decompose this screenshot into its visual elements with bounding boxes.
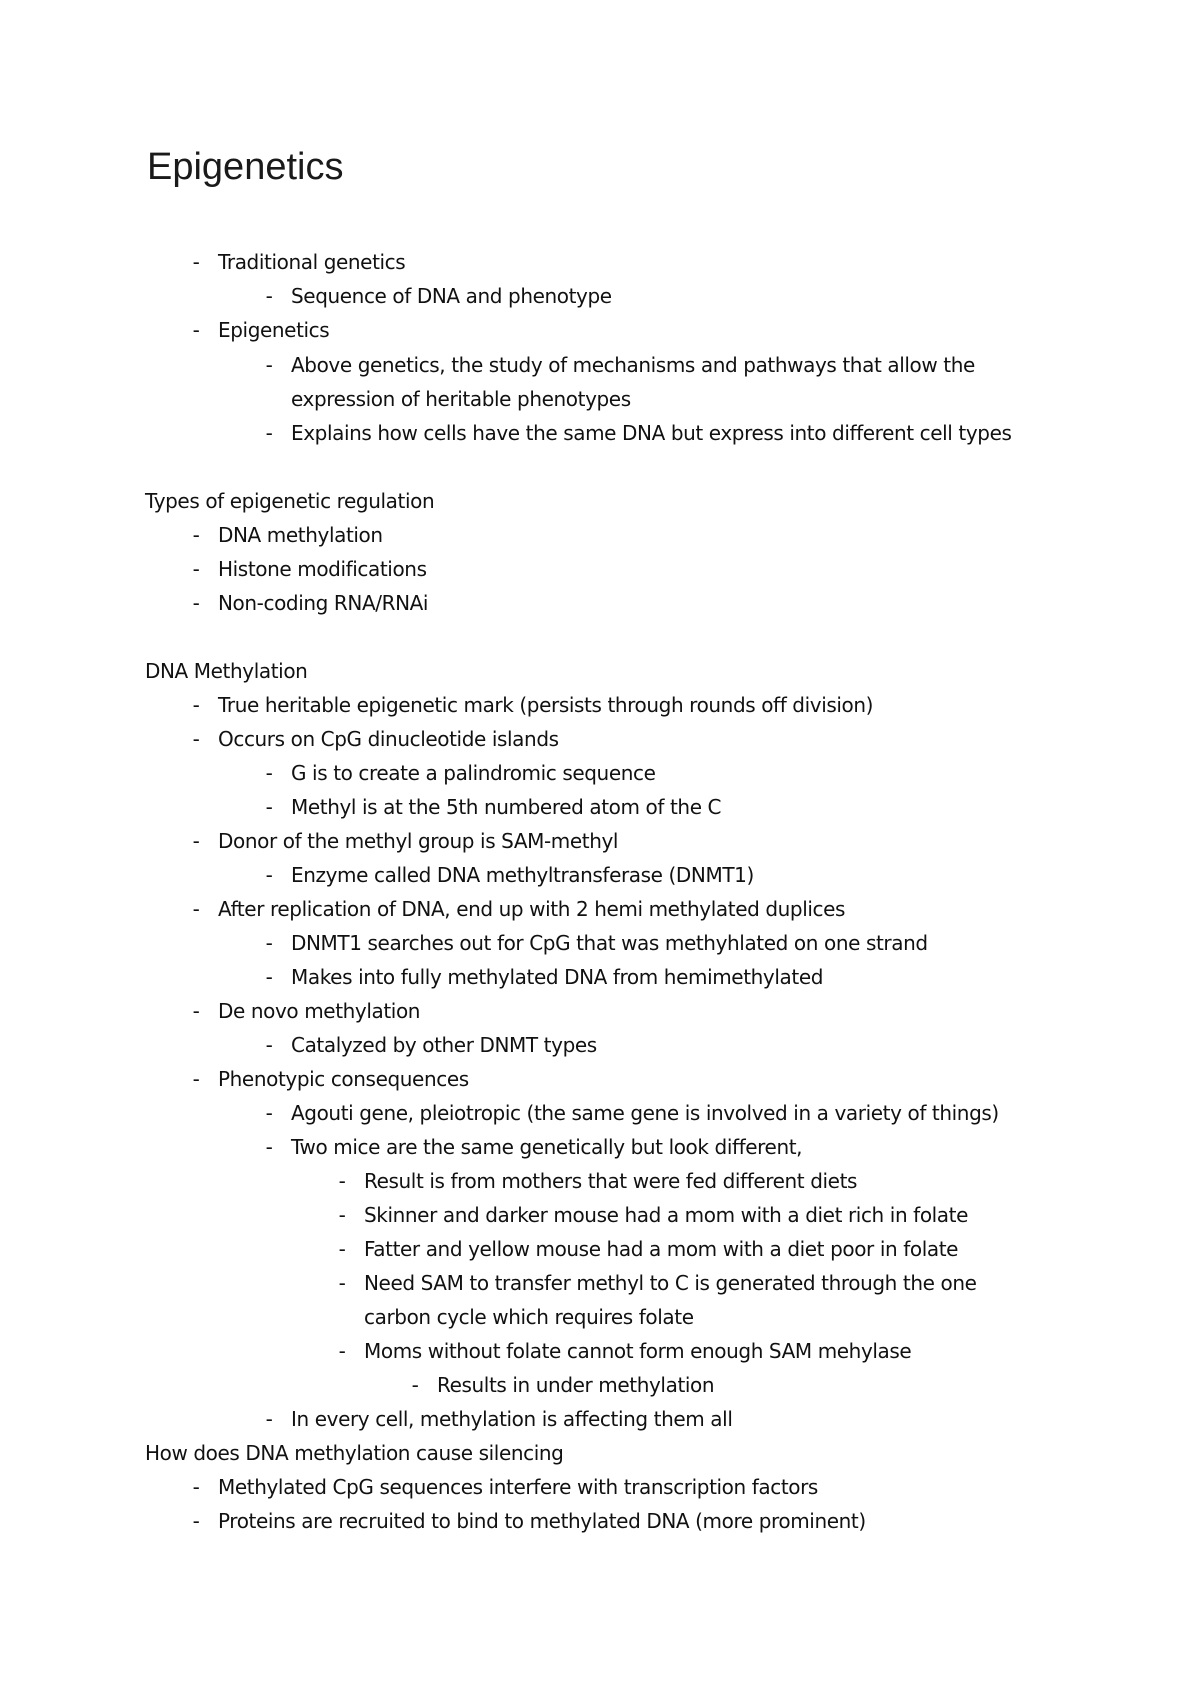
- bullet: -: [192, 693, 200, 717]
- bullet: -: [265, 965, 273, 989]
- bullet: -: [192, 591, 200, 615]
- bullet: -: [265, 931, 273, 955]
- bullet: -: [265, 795, 273, 819]
- section-heading-silencing: How does DNA methylation cause silencing: [145, 1441, 564, 1465]
- bullet: -: [265, 863, 273, 887]
- bullet: -: [192, 1509, 200, 1533]
- bullet: -: [192, 250, 200, 274]
- list-item-continuation: expression of heritable phenotypes: [291, 387, 631, 411]
- bullet: -: [192, 318, 200, 342]
- bullet: -: [338, 1203, 346, 1227]
- bullet: -: [265, 421, 273, 445]
- document-page: Epigenetics - Traditional genetics - Sequence of DNA and phenotype - Epigenetics - Above genetics, the study of mechanisms and pathways that allow the expression of heritable phenotypes - Explains how cells have the same DNA but express into different cell types Types of epigenetic regulation - DNA methylation - Histone modifications - Non-coding RNA/RNAi DNA Methylation - True heritable epigenetic mark (persists through rounds off division) - Occurs on CpG dinucleotide islands - G is to create a palindromic sequence - Methyl is at the 5th numbered atom of the C - Donor of the methyl group is SAM-methyl - Enzyme called DNA methyltransferase (DNMT1) - After replication of DNA, end up with 2 hemi methylated duplices - DNMT1 searches out for CpG that was methyhlated on one strand - Makes into fully methylated DNA from hemimethylated - De novo methylation - Catalyzed by other DNMT types - Phenotypic consequences - Agouti gene, pleiotropic (the same gene is involved in a variety of things) - Two mice are the same genetically but look different, - Result is from mothers that were fed different diets - Skinner and darker mouse had a mom with a diet rich in folate - Fatter and yellow mouse had a mom with a diet poor in folate - Need SAM to transfer methyl to C is generated through the one carbon cycle which requires folate - Moms without folate cannot form enough SAM mehylase - Results in under methylation - In every cell, methylation is affecting them all How does DNA methylation cause silencing - Methylated CpG sequences interfere with transcription factors - Proteins are recruited to bind to methylated DNA (more prominent): [0, 0, 1200, 1697]
- bullet: -: [265, 353, 273, 377]
- bullet: -: [338, 1339, 346, 1363]
- list-item-continuation: carbon cycle which requires folate: [364, 1305, 694, 1329]
- bullet: -: [265, 284, 273, 308]
- bullet: -: [192, 829, 200, 853]
- bullet: -: [192, 999, 200, 1023]
- section-heading-dna-methylation: DNA Methylation: [145, 659, 308, 683]
- bullet: -: [192, 523, 200, 547]
- section-heading-types: Types of epigenetic regulation: [145, 489, 435, 513]
- bullet: -: [192, 557, 200, 581]
- bullet: -: [265, 1033, 273, 1057]
- bullet: -: [338, 1271, 346, 1295]
- bullet: -: [411, 1373, 419, 1397]
- bullet: -: [265, 1407, 273, 1431]
- bullet: -: [338, 1237, 346, 1261]
- bullet: -: [192, 897, 200, 921]
- bullet: -: [338, 1169, 346, 1193]
- bullet: -: [265, 1101, 273, 1125]
- page-title: Epigenetics: [147, 146, 344, 188]
- bullet: -: [192, 727, 200, 751]
- bullet: -: [192, 1475, 200, 1499]
- bullet: -: [265, 761, 273, 785]
- bullet: -: [265, 1135, 273, 1159]
- bullet: -: [192, 1067, 200, 1091]
